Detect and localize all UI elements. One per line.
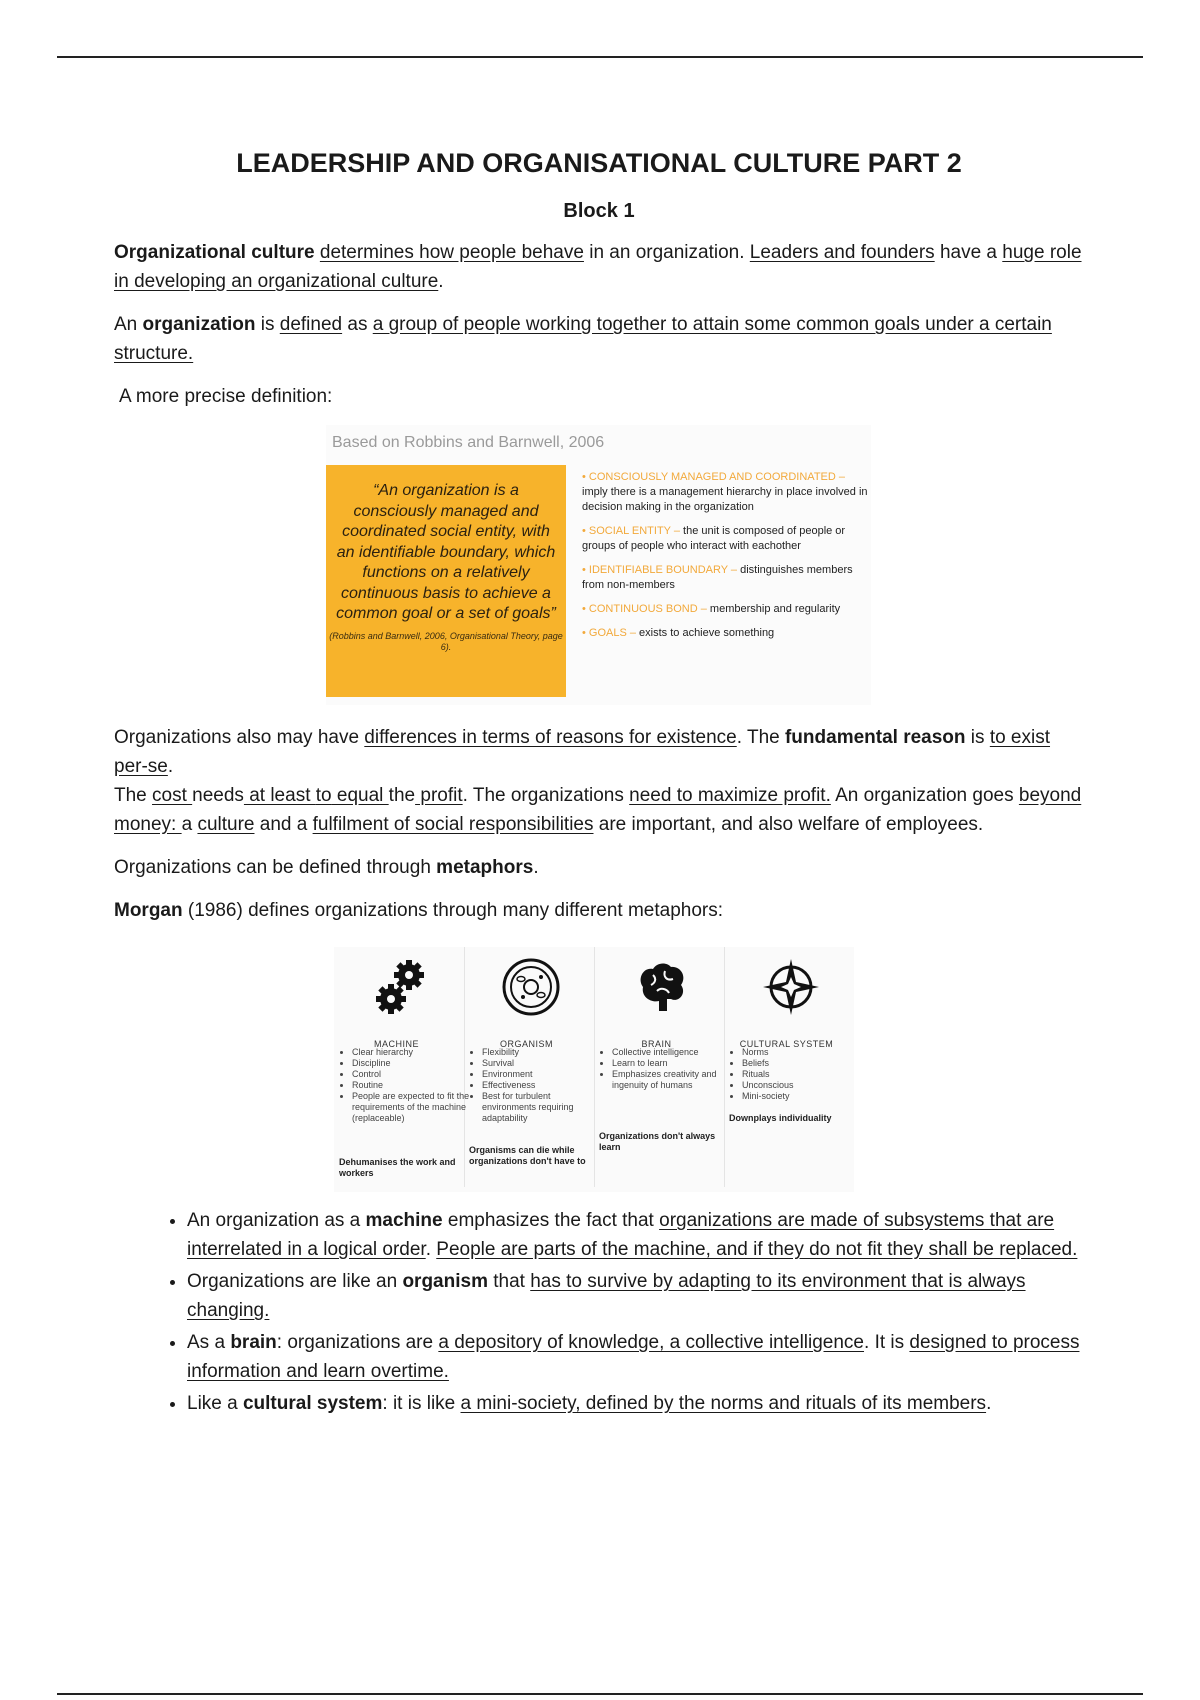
metaphor-heading: ORGANISM	[499, 1039, 553, 1049]
metaphor-organism	[464, 947, 595, 1187]
metaphor-brain	[594, 947, 725, 1187]
metaphor-list: • Collective intelligence • Learn to learn • Emphasizes creativity and ingenuity of humans	[602, 1047, 732, 1091]
underlined-text: determines how people behave	[319, 242, 584, 263]
paragraph-organization-definition: An organization is defined as a group of people working together to attain some common goals under a certain structure.	[114, 314, 1052, 364]
definition-quote: “An organization is a consciously managed and coordinated social entity, with an identifiable boundary, which functions on a relatively continuous basis to achieve a common goal or a set of goals”	[336, 482, 556, 622]
list-item: • GOALS – exists to achieve something	[582, 627, 775, 639]
list-item: • An organization as a machine emphasizes the fact that organizations are made of subsystems that are interrelated in a logical order. People are parts of the machine, and if they do not fit they shall be replaced.	[187, 1206, 1084, 1264]
term-metaphors: metaphors	[436, 857, 534, 878]
definition-figure	[326, 425, 871, 705]
list-item: • IDENTIFIABLE BOUNDARY – distinguishes members from non-members	[582, 564, 853, 591]
definition-citation: (Robbins and Barnwell, 2006, Organisational Theory, page 6).	[329, 630, 563, 652]
metaphor-note: Downplays individuality	[729, 1113, 832, 1123]
metaphor-list: • Clear hierarchy • Discipline • Control • Routine • People are expected to fit the requirements of the machine (replaceable)	[342, 1047, 472, 1124]
metaphor-cultural-system	[724, 947, 854, 1187]
cell-icon	[501, 957, 561, 1017]
metaphor-bullet-list	[114, 1206, 1084, 1418]
paragraph-culture: Organizational culture determines how people behave in an organization. Leaders and founders have a huge role in developing an organizational culture.	[114, 242, 1082, 292]
paragraph-precise-definition: A more precise definition:	[119, 386, 333, 407]
underlined-text: differences in terms of reasons for existence	[364, 727, 737, 748]
block-heading: Block 1	[563, 200, 635, 222]
underlined-text: to exist per-se	[114, 727, 1051, 777]
metaphor-list: • Flexibility • Survival • Environment • Effectiveness • Best for turbulent environments requiring adaptability	[472, 1047, 602, 1124]
paragraph-reasons: Organizations also may have differences in terms of reasons for existence. The fundamental reason is to exist per-se.	[114, 727, 1051, 777]
figure-caption: Based on Robbins and Barnwell, 2006	[332, 434, 605, 451]
paragraph-profit: The cost needs at least to equal the profit. The organizations need to maximize profit. An organization goes beyond money: a culture and a fulfilment of social responsibilities are important, and also welfare of employees.	[114, 785, 1082, 835]
metaphor-note: Dehumanises the work and workers	[339, 1157, 456, 1178]
list-item: • As a brain: organizations are a depository of knowledge, a collective intelligence. It is designed to process information and learn overtime.	[187, 1328, 1084, 1386]
term-organizational-culture: Organizational culture	[114, 242, 315, 263]
metaphors-figure	[334, 947, 854, 1192]
list-item: • SOCIAL ENTITY – the unit is composed of people or groups of people who interact with eachother	[582, 525, 846, 552]
list-item: • CONTINUOUS BOND – membership and regularity	[582, 603, 841, 615]
top-rule	[57, 56, 1143, 58]
compass-icon	[761, 957, 821, 1017]
list-item: • Organizations are like an organism that has to survive by adapting to its environment that is always changing.	[187, 1267, 1084, 1325]
author-morgan: Morgan	[114, 900, 183, 921]
document-body	[114, 145, 1084, 1421]
term-organization: organization	[142, 314, 256, 335]
underlined-text: Leaders and founders	[749, 242, 935, 263]
metaphor-note: Organizations don't always learn	[599, 1131, 716, 1152]
definition-key-list	[582, 470, 872, 650]
list-item: • Like a cultural system: it is like a mini-society, defined by the norms and rituals of its members.	[187, 1389, 1084, 1418]
gears-icon	[371, 957, 431, 1017]
paragraph-morgan: Morgan (1986) defines organizations through many different metaphors:	[114, 900, 724, 921]
list-item: • CONSCIOUSLY MANAGED AND COORDINATED – imply there is a management hierarchy in place involved in decision making in the organization	[582, 471, 868, 513]
metaphor-note: Organisms can die while organizations don't have to	[469, 1145, 586, 1166]
term-fundamental-reason: fundamental reason	[784, 727, 966, 748]
metaphor-machine	[334, 947, 470, 1187]
metaphor-heading: BRAIN	[641, 1039, 672, 1049]
document-title: LEADERSHIP AND ORGANISATIONAL CULTURE PART 2	[236, 148, 962, 178]
definition-quote-box	[326, 465, 566, 697]
brain-icon	[631, 957, 691, 1017]
bottom-rule	[57, 1693, 1143, 1695]
metaphor-heading: MACHINE	[373, 1039, 419, 1049]
underlined-text: a group of people working together to attain some common goals under a certain structure.	[114, 314, 1052, 364]
paragraph-metaphors: Organizations can be defined through metaphors.	[114, 857, 539, 878]
underlined-text: defined	[279, 314, 343, 335]
underlined-text: huge role in developing an organizational culture	[114, 242, 1082, 292]
metaphor-heading: CULTURAL SYSTEM	[739, 1039, 834, 1049]
metaphor-list: • Norms • Beliefs • Rituals • Unconscious • Mini-society	[732, 1047, 862, 1102]
